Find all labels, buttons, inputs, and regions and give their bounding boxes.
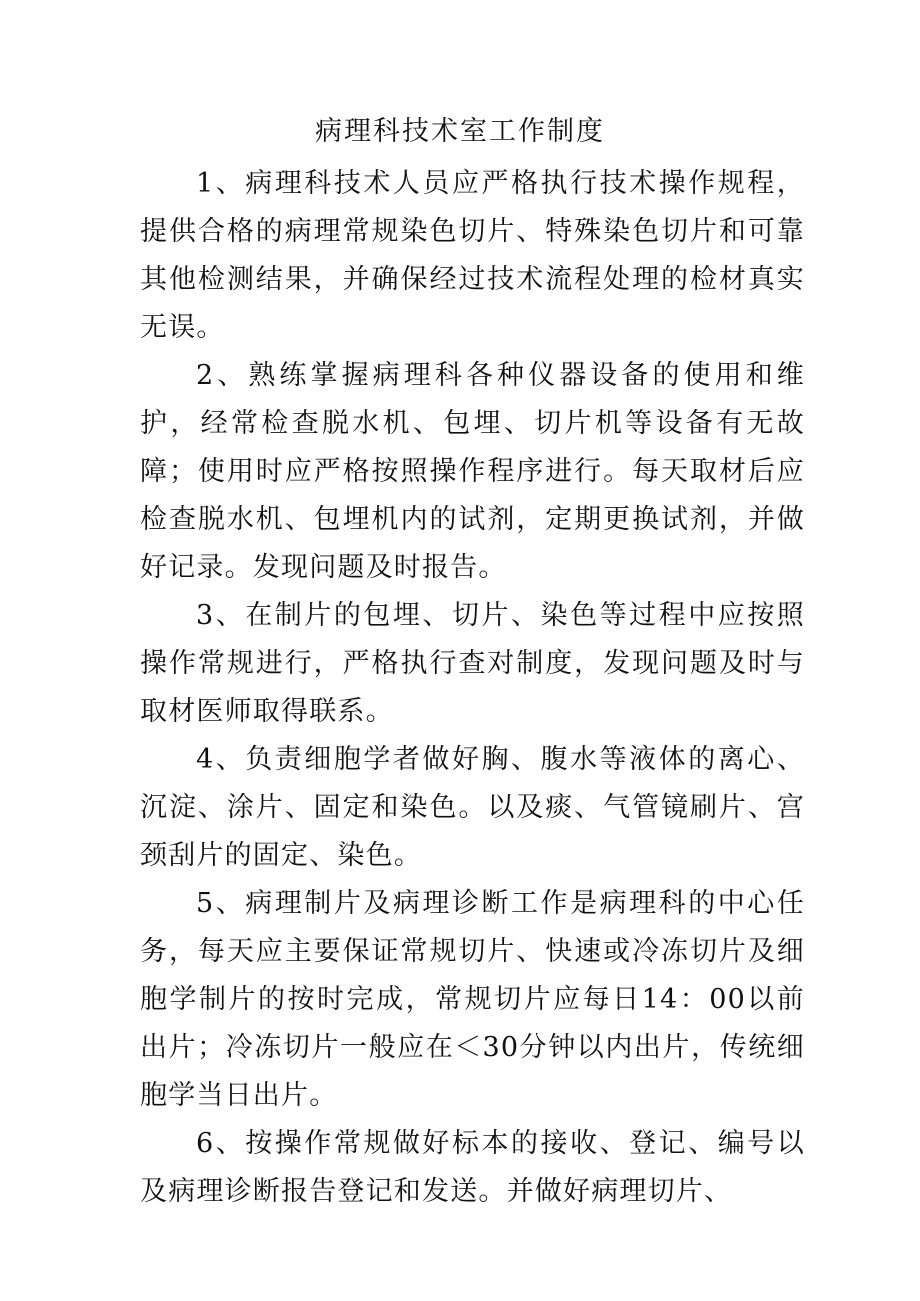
document-body <box>140 160 805 1216</box>
paragraph-2: 2、熟练掌握病理科各种仪器设备的使用和维护，经常检查脱水机、包埋、切片机等设备有无故障；使用时应严格按照操作程序进行。每天取材后应检查脱水机、包埋机内的试剂，定期更换试剂，并做好记录。发现问题及时报告。 <box>140 360 805 583</box>
paragraph-6: 6、按操作常规做好标本的接收、登记、编号以及病理诊断报告登记和发送。并做好病理切片、 <box>140 1128 805 1207</box>
paragraph-1: 1、病理科技术人员应严格执行技术操作规程，提供合格的病理常规染色切片、特殊染色切片和可靠其他检测结果，并确保经过技术流程处理的检材真实无误。 <box>140 168 805 343</box>
paragraph-4: 4、负责细胞学者做好胸、腹水等液体的离心、沉淀、涂片、固定和染色。以及痰、气管镜刷片、宫颈刮片的固定、染色。 <box>140 744 805 871</box>
paragraph-3: 3、在制片的包埋、切片、染色等过程中应按照操作常规进行，严格执行查对制度，发现问题及时与取材医师取得联系。 <box>140 600 805 727</box>
paragraph-5: 5、病理制片及病理诊断工作是病理科的中心任务，每天应主要保证常规切片、快速或冷冻切片及细胞学制片的按时完成，常规切片应每日14：00以前出片；冷冻切片一般应在＜30分钟以内出片，传统细胞学当日出片。 <box>140 888 805 1111</box>
document-title: 病理科技术室工作制度 <box>315 116 605 147</box>
